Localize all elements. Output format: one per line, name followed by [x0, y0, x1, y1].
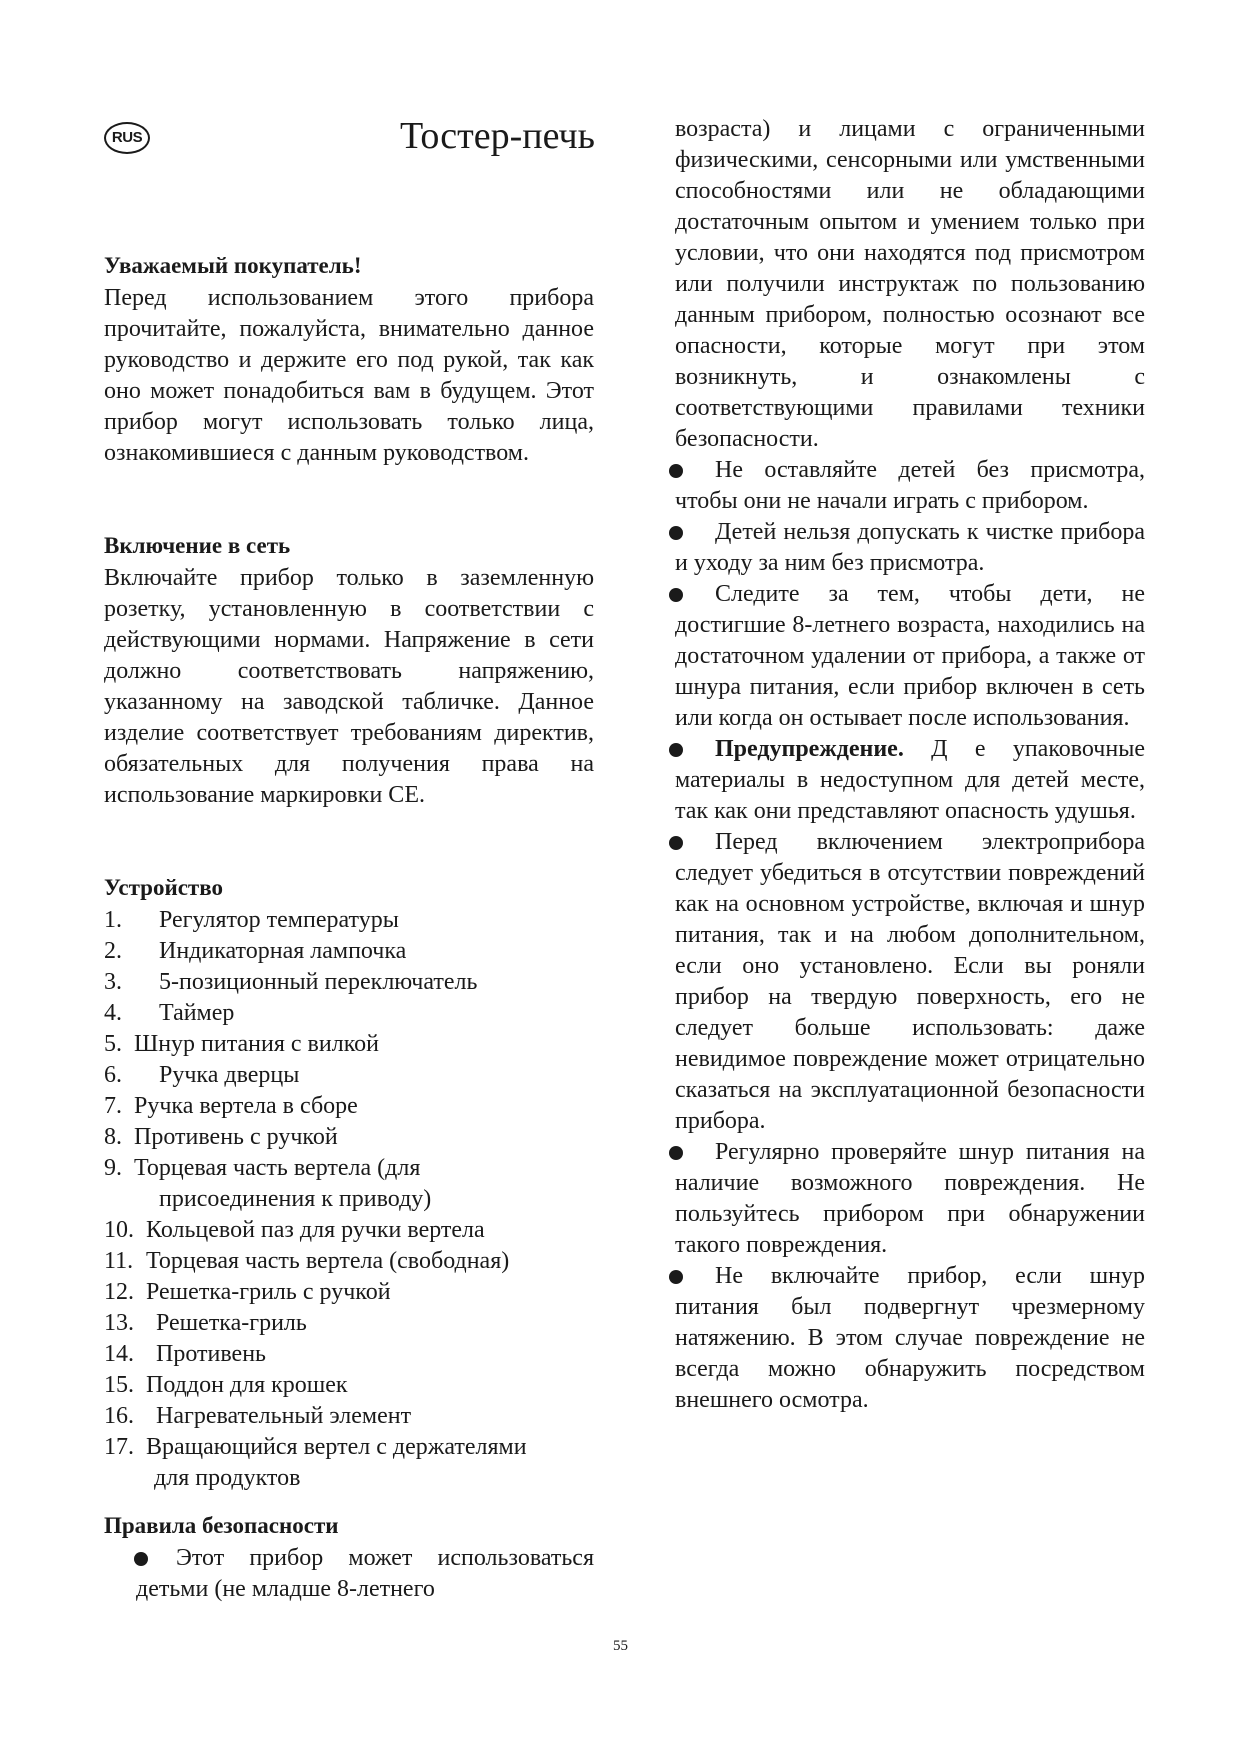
list-item: [675, 517, 1145, 579]
list-item: [104, 1153, 594, 1215]
item-text: Шнур питания с вилкой: [134, 1031, 379, 1057]
bullet-text: Не оставляйте детей без присмотра, чтобы они не начали играть с прибором.: [675, 457, 1145, 514]
item-number: 15.: [104, 1372, 134, 1398]
item-text: Кольцевой паз для ручки вертела: [146, 1217, 485, 1243]
list-item: [104, 1401, 594, 1432]
page-number: 55: [613, 1638, 628, 1654]
item-number: 8.: [104, 1124, 122, 1150]
item-text: Противень с ручкой: [134, 1124, 338, 1150]
item-number: 16.: [104, 1403, 134, 1429]
item-text: 5-позиционный переключатель: [159, 969, 478, 995]
bullet-icon: [669, 464, 683, 478]
item-text: Ручка вертела в сборе: [134, 1093, 358, 1119]
item-text: Решетка-гриль: [156, 1310, 307, 1336]
list-item: [675, 827, 1145, 1137]
bullet-icon: [669, 1146, 683, 1160]
safety-bullet-first: [104, 1543, 594, 1605]
intro-text: Перед использованием этого прибора прочитайте, пожалуйста, внимательно данное руководство и держите его под рукой, так как оно может понадобиться вам в будущем. Этот прибор могут использовать только лица, ознакомившиеся с данным руководством.: [104, 285, 594, 466]
list-item: [104, 1246, 594, 1277]
right-column: [675, 114, 1145, 1416]
item-number: 17.: [104, 1434, 134, 1460]
item-number: 14.: [104, 1341, 134, 1367]
list-item: [104, 1091, 594, 1122]
intro-heading: Уважаемый покупатель!: [104, 253, 362, 278]
safety-heading: Правила безопасности: [104, 1513, 339, 1538]
item-text: Регулятор температуры: [159, 907, 399, 933]
device-section: [104, 872, 594, 1494]
list-item: [104, 1370, 594, 1401]
bullet-icon: [134, 1552, 148, 1566]
bullet-text: Перед включением электроприбора следует убедиться в отсутствии повреждений как на основном устройстве, включая и шнур питания, так и на любом дополнительном, если оно установлено. Если вы роняли прибор на твердую поверхность, его не следует больше использовать: даже невидимое повреждение может отрицательно сказаться на эксплуатационной безопасности прибора.: [675, 829, 1145, 1134]
item-text: Решетка-гриль с ручкой: [146, 1279, 391, 1305]
item-text: Поддон для крошек: [146, 1372, 348, 1398]
item-text: Нагревательный элемент: [156, 1403, 412, 1429]
intro-section: [104, 250, 594, 469]
power-heading: Включение в сеть: [104, 533, 291, 558]
language-badge: RUS: [104, 122, 150, 154]
item-text: Таймер: [159, 1000, 235, 1026]
list-item: [104, 998, 594, 1029]
safety-section: [104, 1510, 594, 1605]
bullet-text: Не включайте прибор, если шнур питания был подвергнут чрезмерному натяжению. В этом случае повреждение не всегда можно обнаружить посредством внешнего осмотра.: [675, 1263, 1145, 1413]
item-number: 13.: [104, 1310, 134, 1336]
list-item: [104, 967, 594, 998]
list-item: [675, 1261, 1145, 1416]
item-text-continued: для продуктов: [154, 1465, 301, 1491]
device-heading: Устройство: [104, 875, 223, 900]
power-section: [104, 530, 594, 811]
item-text: Торцевая часть вертела (свободная): [146, 1248, 510, 1274]
list-item: [675, 1137, 1145, 1261]
bullet-text: Детей нельзя допускать к чистке прибора и уходу за ним без присмотра.: [675, 519, 1145, 576]
safety-bullet-first-continued: возраста) и лицами с ограниченными физическими, сенсорными или умственными способностями или не обладающими достаточным опытом и умением только при условии, что они находятся под присмотром или получили инструктаж по пользованию данным прибором, полностью осознают все опасности, которые могут при этом возникнуть, и ознакомлены с соответствующими правилами техники безопасности.: [675, 116, 1145, 452]
item-number: 6.: [104, 1062, 122, 1088]
page-title: Тостер-печь: [400, 115, 595, 157]
item-text: Ручка дверцы: [159, 1062, 300, 1088]
bullet-icon: [669, 1270, 683, 1284]
bullet-icon: [669, 588, 683, 602]
list-item: [104, 1339, 594, 1370]
item-text-continued: присоединения к приводу): [159, 1186, 432, 1212]
list-item: [104, 1215, 594, 1246]
item-number: 10.: [104, 1217, 134, 1243]
list-item: [104, 1277, 594, 1308]
item-number: 2.: [104, 938, 122, 964]
bullet-icon: [669, 743, 683, 757]
list-item: [104, 1432, 594, 1494]
list-item: [104, 905, 594, 936]
item-number: 12.: [104, 1279, 134, 1305]
bullet-icon: [669, 526, 683, 540]
item-text: Противень: [156, 1341, 266, 1367]
item-text: Торцевая часть вертела (для: [134, 1155, 421, 1181]
list-item: [675, 579, 1145, 734]
item-number: 5.: [104, 1031, 122, 1057]
item-text: Вращающийся вертел с держателями: [146, 1434, 527, 1460]
power-text: Включайте прибор только в заземленную розетку, установленную в соответствии с действующими нормами. Напряжение в сети должно соответствовать напряжению, указанному на заводской табличке. Данное изделие соответствует требованиям директив, обязательных для получения права на использование маркировки CE.: [104, 565, 594, 808]
bullet-icon: [669, 836, 683, 850]
list-item: [104, 1308, 594, 1339]
bullet-text: Д е упаковочные материалы в недоступном для детей месте, так как они представляют опасность удушья.: [675, 736, 1146, 824]
item-text: Индикаторная лампочка: [159, 938, 407, 964]
bullet-text: Этот прибор может использоваться детьми (не младше 8-летнего: [136, 1545, 594, 1602]
bullet-text: Следите за тем, чтобы дети, не достигшие 8-летнего возраста, находились на достаточном удалении от прибора, а также от шнура питания, если прибор включен в сеть или когда он остывает после использования.: [675, 581, 1145, 731]
list-item: [675, 455, 1145, 517]
list-item: [104, 936, 594, 967]
item-number: 11.: [104, 1248, 134, 1274]
item-number: 3.: [104, 969, 122, 995]
item-number: 9.: [104, 1155, 122, 1181]
bullet-text: Регулярно проверяйте шнур питания на наличие возможного повреждения. Не пользуйтесь прибором при обнаружении такого повреждения.: [675, 1139, 1145, 1258]
bullet-bold-text: Предупреждение.: [715, 736, 904, 762]
item-number: 7.: [104, 1093, 122, 1119]
list-item: [104, 1029, 594, 1060]
safety-bullet-list: [675, 455, 1145, 1416]
item-number: 4.: [104, 1000, 122, 1026]
parts-list: [104, 905, 594, 1494]
item-number: 1.: [104, 907, 122, 933]
list-item: [104, 1122, 594, 1153]
list-item: [104, 1060, 594, 1091]
list-item: [675, 734, 1145, 827]
